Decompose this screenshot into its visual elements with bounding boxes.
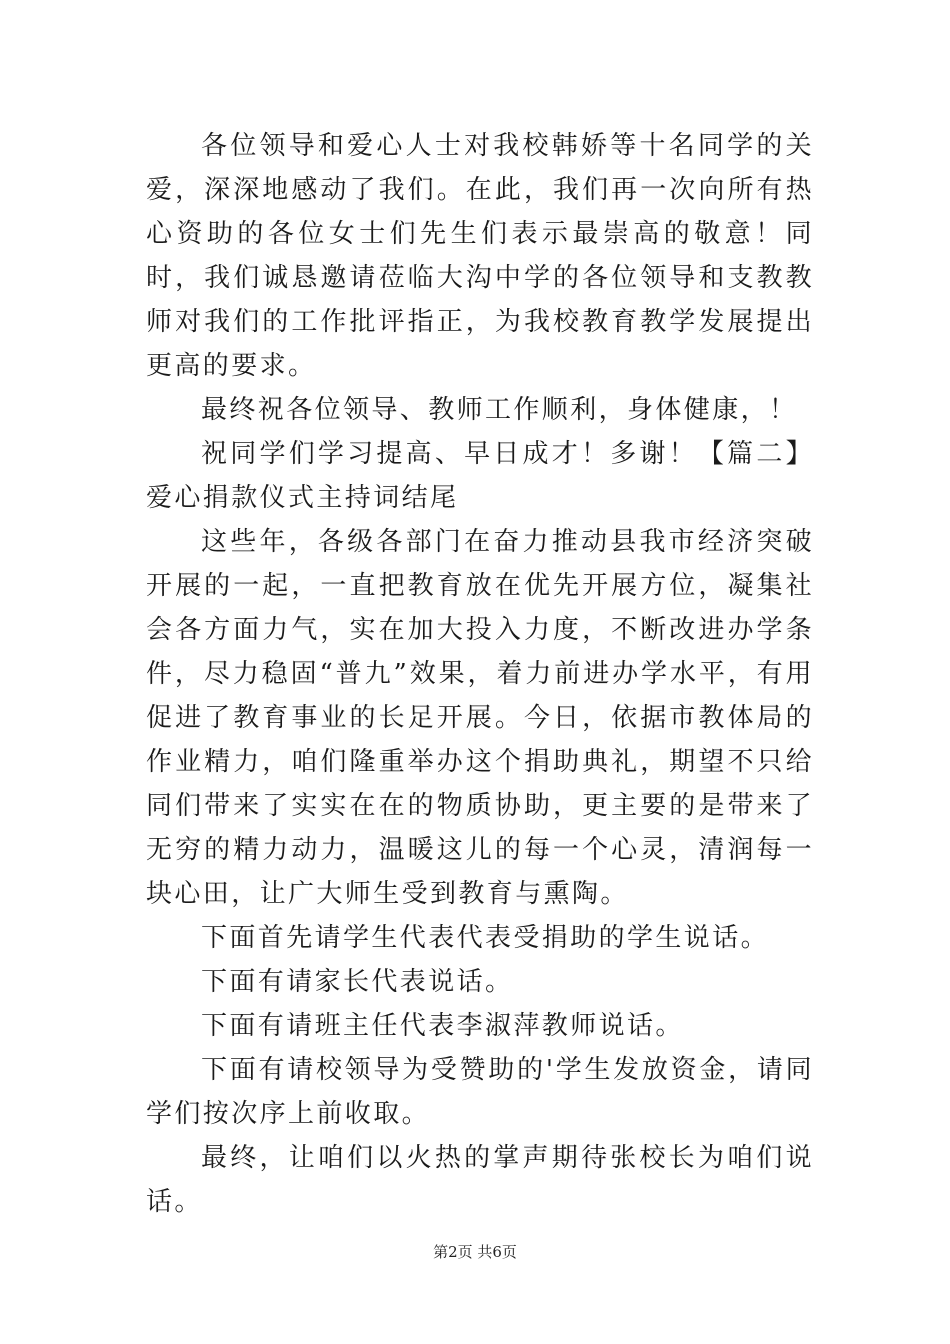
paragraph-8: 下面有请校领导为受赞助的'学生发放资金，请同学们按次序上前收取。 [146, 1055, 814, 1129]
paragraph-2: 最终祝各位领导、教师工作顺利，身体健康，！ [201, 395, 798, 425]
paragraph-9: 最终，让咱们以火热的掌声期待张校长为咱们说话。 [146, 1143, 814, 1217]
paragraph-4: 这些年，各级各部门在奋力推动县我市经济突破开展的一起，一直把教育放在优先开展方位，凝集社会各方面力气，实在加大投入力度，不断改进办学条件，尽力稳固“普九”效果，着力前进办学水平，有用促进了教育事业的长足开展。今日，依据市教体局的作业精力，咱们隆重举办这个捐助典礼，期望不只给同们带来了实实在在的物质协助，更主要的是带来了无穷的精力动力，温暖这儿的每一个心灵，清润每一块心田，让广大师生受到教育与熏陶。 [146, 527, 814, 909]
page-number-footer: 第2页 共6页 [433, 1243, 517, 1261]
paragraph-3: 祝同学们学习提高、早日成才！多谢！【篇二】爱心捐款仪式主持词结尾 [146, 439, 814, 513]
paragraph-1: 各位领导和爱心人士对我校韩娇等十名同学的关爱，深深地感动了我们。在此，我们再一次向所有热心资助的各位女士们先生们表示最崇高的敬意！同时，我们诚恳邀请莅临大沟中学的各位领导和支教教师对我们的工作批评指正，为我校教育教学发展提出更高的要求。 [146, 131, 814, 381]
paragraph-7: 下面有请班主任代表李淑萍教师说话。 [201, 1011, 684, 1041]
document-body [146, 124, 814, 1224]
paragraph-6: 下面有请家长代表说话。 [201, 967, 514, 997]
paragraph-5: 下面首先请学生代表代表受捐助的学生说话。 [201, 923, 770, 953]
